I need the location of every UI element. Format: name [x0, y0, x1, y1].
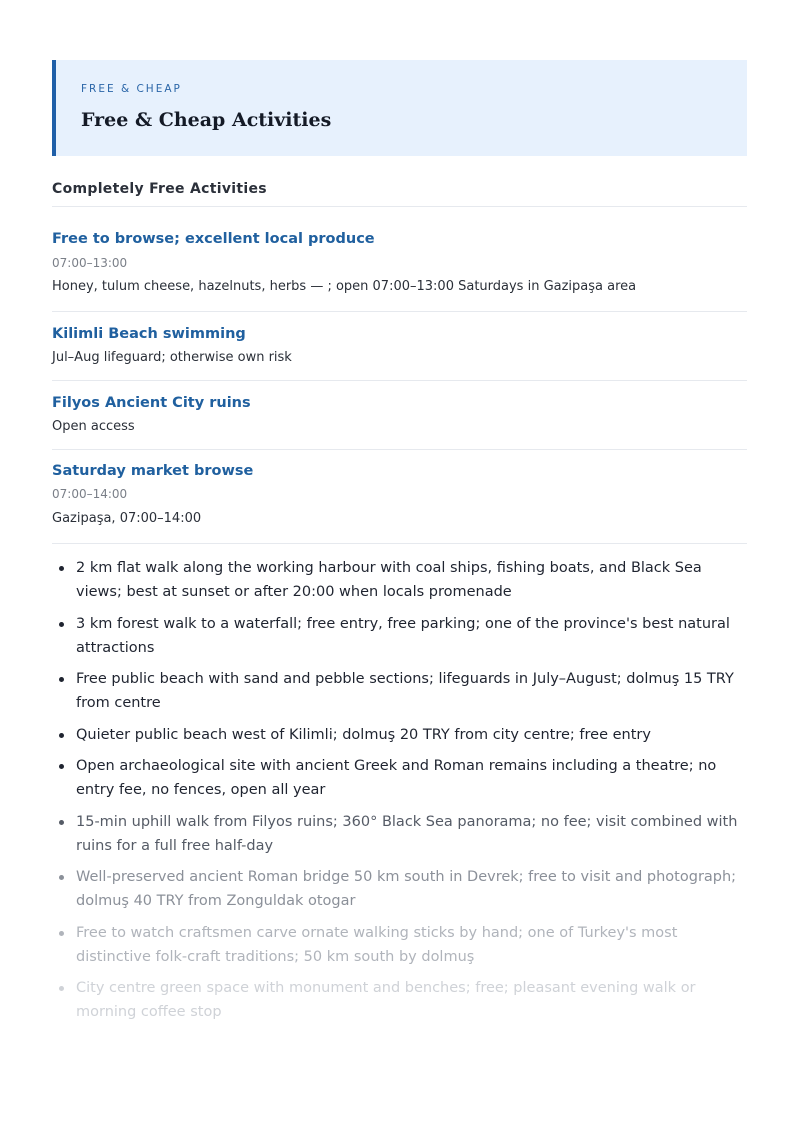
- bullet-item: Free to watch craftsmen carve ornate walking sticks by hand; one of Turkey's most distinctive folk-craft traditions; 50 km south by dolmuş: [52, 921, 747, 969]
- bullet-item: Free public beach with sand and pebble sections; lifeguards in July–August; dolmuş 15 TRY from centre: [52, 667, 747, 715]
- activity-entry: [52, 381, 747, 450]
- activity-bullet-list: [52, 556, 747, 1024]
- activity-description: Open access: [52, 419, 135, 434]
- section-heading: Completely Free Activities: [52, 179, 747, 207]
- activity-entry: [52, 450, 747, 544]
- bullet-item: 2 km flat walk along the working harbour with coal ships, fishing boats, and Black Sea views; best at sunset or after 20:00 when locals promenade: [52, 556, 747, 604]
- activity-title: Free to browse; excellent local produce: [52, 231, 375, 247]
- page-title: Free & Cheap Activities: [81, 109, 332, 131]
- activity-hours: 07:00–14:00: [52, 487, 128, 501]
- activity-title: Kilimli Beach swimming: [52, 326, 246, 342]
- bullet-item: Open archaeological site with ancient Greek and Roman remains including a theatre; no entry fee, no fences, open all year: [52, 754, 747, 802]
- bullet-item: City centre green space with monument and benches; free; pleasant evening walk or morning coffee stop: [52, 976, 747, 1024]
- activity-title: Saturday market browse: [52, 463, 254, 479]
- activity-title: Filyos Ancient City ruins: [52, 395, 251, 411]
- activity-description: Honey, tulum cheese, hazelnuts, herbs — ; open 07:00–13:00 Saturdays in Gazipaşa area: [52, 279, 637, 294]
- banner-eyebrow: FREE & CHEAP: [81, 83, 182, 95]
- bullet-item: Quieter public beach west of Kilimli; dolmuş 20 TRY from city centre; free entry: [52, 723, 747, 747]
- activity-entry: [52, 207, 747, 312]
- page-content: [52, 60, 747, 1032]
- bullet-item: 3 km forest walk to a waterfall; free entry, free parking; one of the province's best natural attractions: [52, 612, 747, 660]
- bullet-item: 15-min uphill walk from Filyos ruins; 360° Black Sea panorama; no fee; visit combined with ruins for a full free half-day: [52, 810, 747, 858]
- activity-description: Jul–Aug lifeguard; otherwise own risk: [52, 350, 292, 365]
- section-banner: [52, 60, 747, 156]
- activity-entry: [52, 312, 747, 381]
- activity-hours: 07:00–13:00: [52, 256, 128, 270]
- bullet-item: Well-preserved ancient Roman bridge 50 km south in Devrek; free to visit and photograph; dolmuş 40 TRY from Zonguldak otogar: [52, 865, 747, 913]
- activity-description: Gazipaşa, 07:00–14:00: [52, 511, 202, 526]
